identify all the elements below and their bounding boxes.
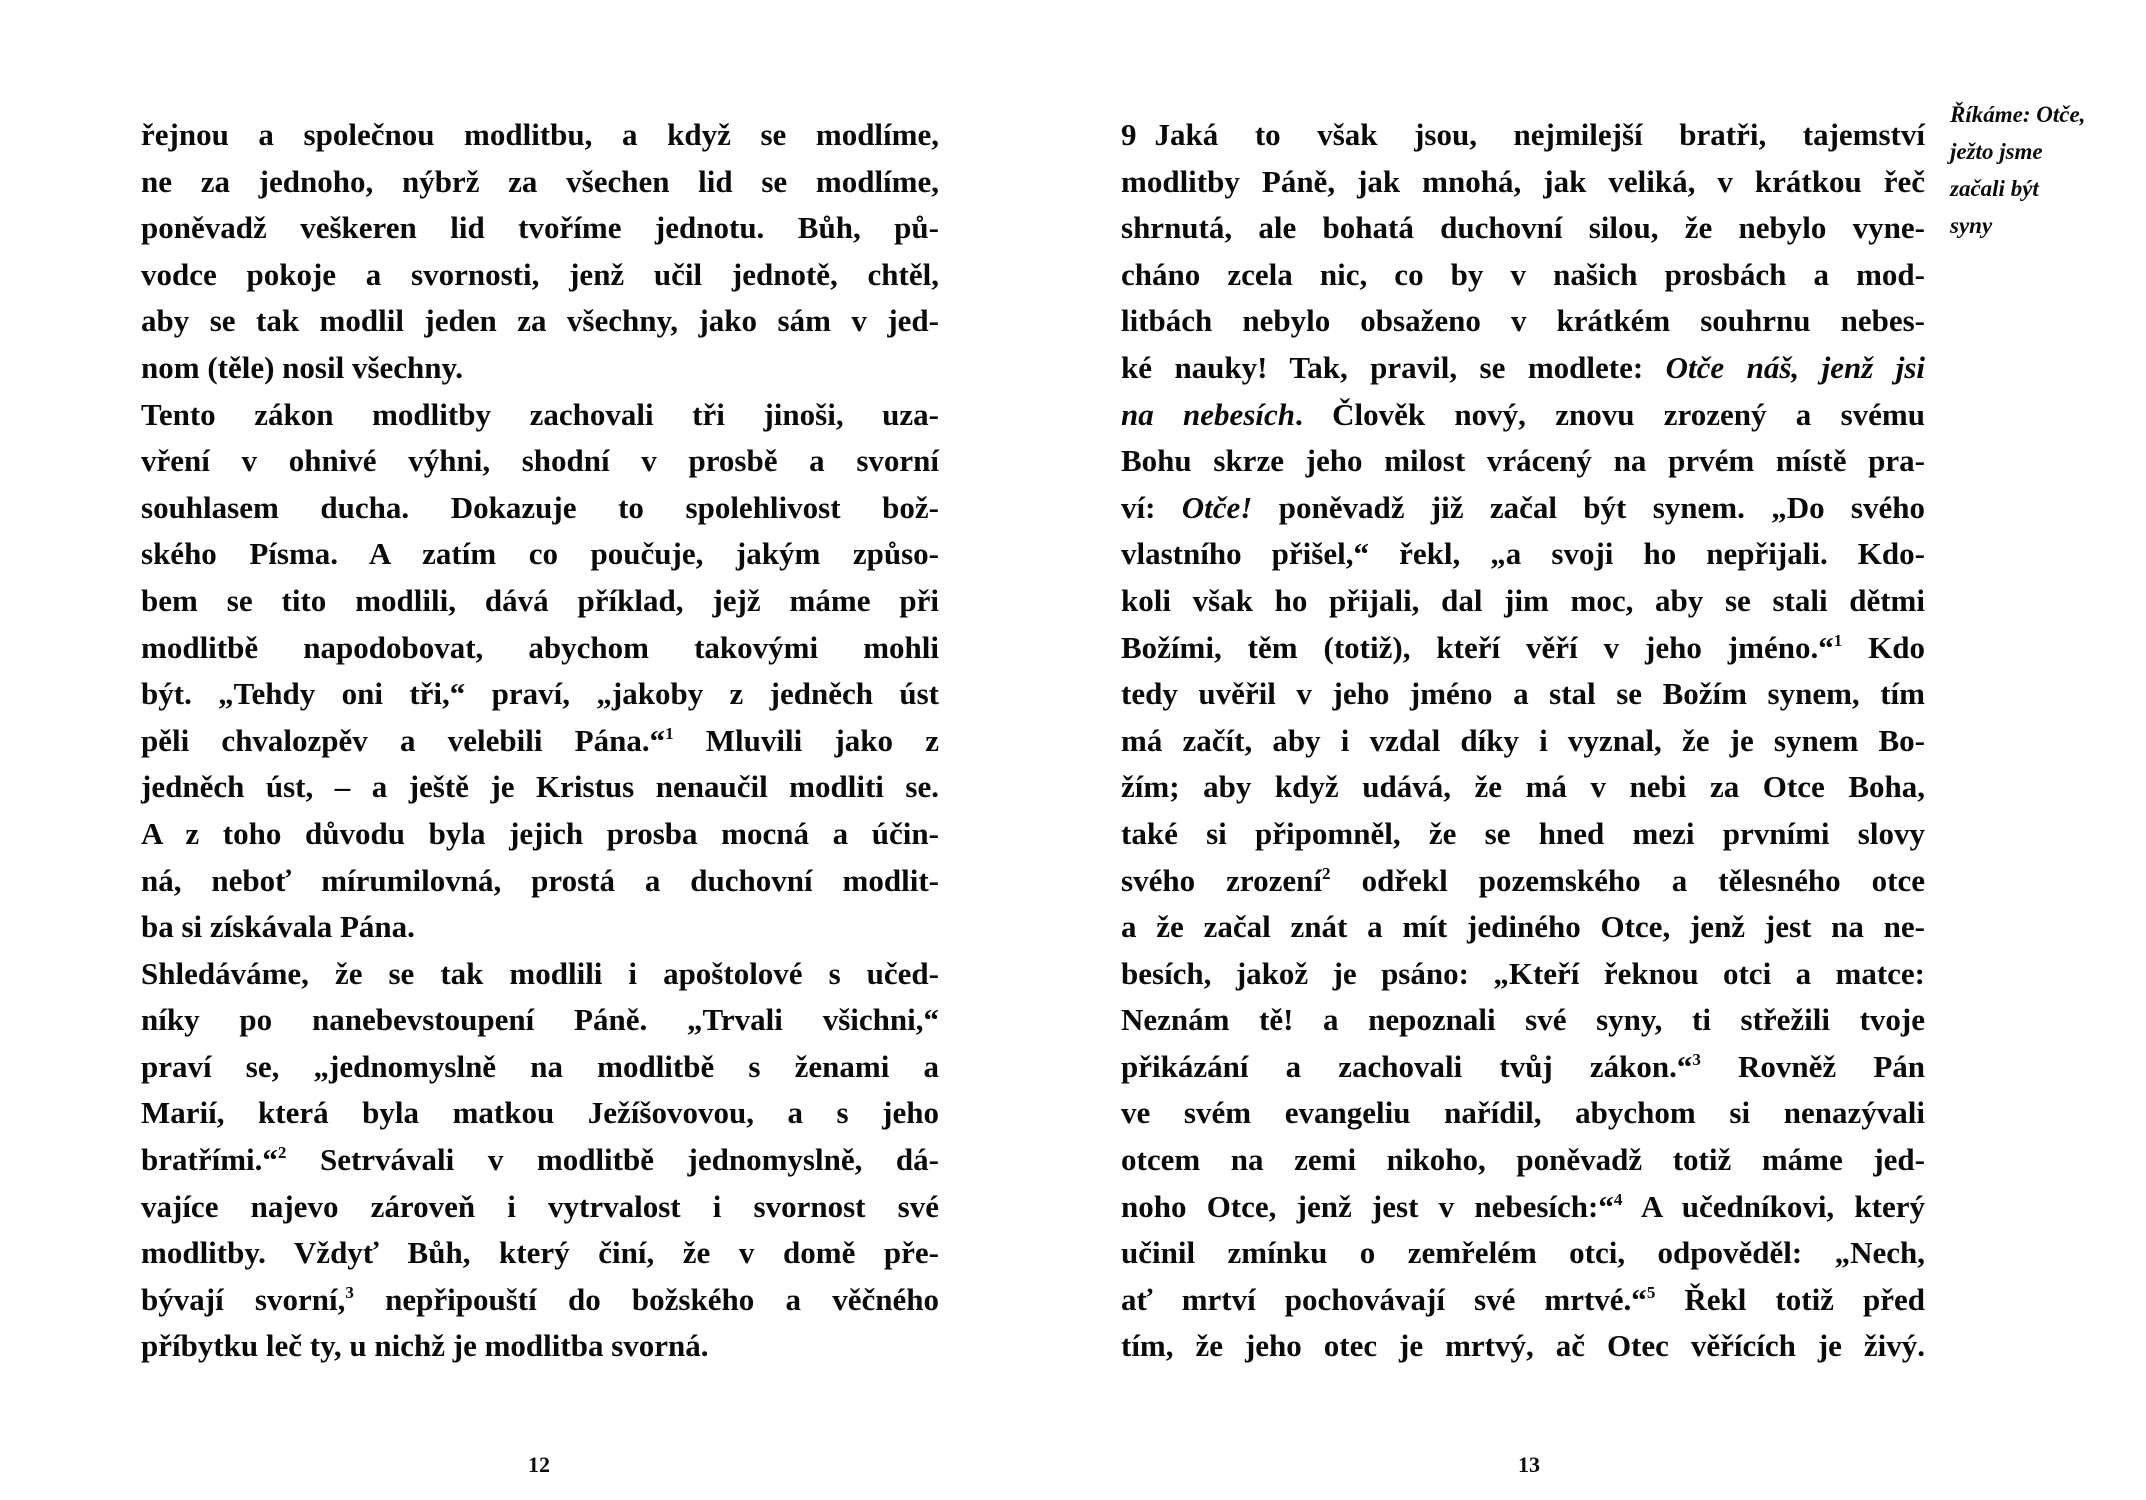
text-segment: tím, že jeho otec je mrtvý, ač Otec věřících je živý. xyxy=(1121,1328,1925,1364)
text-segment: příbytku leč ty, u nichž je modlitba svorná. xyxy=(141,1328,709,1364)
text-segment: vajíce najevo zároveň i vytrvalost i svornost své xyxy=(141,1188,939,1224)
text-line xyxy=(1121,718,1925,765)
text-line xyxy=(141,904,939,951)
text-line xyxy=(1121,1230,1925,1277)
footnote-marker: 5 xyxy=(1646,1282,1656,1302)
italic-text: Otče náš, jenž jsi xyxy=(1665,349,1925,385)
text-line xyxy=(141,1184,939,1231)
text-line xyxy=(141,718,939,765)
text-line xyxy=(1121,904,1925,951)
text-segment: Kdo xyxy=(1842,629,1925,665)
text-segment: učinil zmínku o zemřelém otci, odpověděl: „Nech, xyxy=(1121,1235,1925,1271)
text-segment: ského Písma. A zatím co poučuje, jakým způso- xyxy=(141,536,939,572)
left-page-text xyxy=(141,112,939,1370)
page-number-left: 12 xyxy=(528,1452,550,1477)
text-segment: shrnutá, ale bohatá duchovní silou, že nebylo vyne- xyxy=(1121,210,1925,246)
margin-note-line: syny xyxy=(1950,213,1993,238)
text-segment: přikázání a zachovali tvůj zákon.“ xyxy=(1121,1048,1693,1084)
text-line xyxy=(1121,438,1925,485)
footnote-marker: 2 xyxy=(277,1143,287,1163)
text-segment: tedy uvěřil v jeho jméno a stal se Božím synem, tím xyxy=(1121,676,1925,712)
text-line xyxy=(141,764,939,811)
text-segment: noho Otce, jenž jest v nebesích:“ xyxy=(1121,1188,1614,1224)
text-line xyxy=(1121,764,1925,811)
text-segment: bývají svorní, xyxy=(141,1281,346,1317)
text-segment: být. „Tehdy oni tři,“ praví, „jakoby z jedněch úst xyxy=(141,676,939,712)
text-segment: koli však ho přijali, dal jim moc, aby se stali dětmi xyxy=(1121,582,1925,618)
text-line xyxy=(141,1044,939,1091)
footnote-marker: 2 xyxy=(1321,863,1331,883)
footnote-marker: 3 xyxy=(345,1282,354,1302)
text-line xyxy=(1121,345,1925,392)
text-line xyxy=(141,298,939,345)
text-segment: Shledáváme, že se tak modlili i apoštolové s učed- xyxy=(141,955,939,991)
margin-note xyxy=(1950,96,2085,244)
margin-note-line: Říkáme: Otče, xyxy=(1950,102,2086,127)
text-segment: svého zrození xyxy=(1121,862,1322,898)
text-line xyxy=(1121,811,1925,858)
text-segment: ví: xyxy=(1121,489,1182,525)
text-line xyxy=(1121,531,1925,578)
text-line xyxy=(1121,1184,1925,1231)
text-line xyxy=(141,625,939,672)
text-segment: ať mrtví pochovávají své mrtvé.“ xyxy=(1121,1281,1647,1317)
text-line xyxy=(1121,1323,1925,1370)
text-line xyxy=(141,858,939,905)
text-segment: Božími, těm (totiž), kteří věří v jeho jméno.“ xyxy=(1121,629,1834,665)
text-segment: praví se, „jednomyslně na modlitbě s ženami a xyxy=(141,1048,939,1084)
text-segment: bratřími.“ xyxy=(141,1142,278,1178)
text-segment: besích, jakož je psáno: „Kteří řeknou otci a matce: xyxy=(1121,955,1925,991)
text-segment: litbách nebylo obsaženo v krátkém souhrnu nebes- xyxy=(1121,303,1925,339)
text-segment: Marií, která byla matkou Ježíšovovou, a s jeho xyxy=(141,1095,939,1131)
text-line xyxy=(1121,205,1925,252)
paragraph xyxy=(141,392,939,951)
text-line xyxy=(141,1230,939,1277)
text-segment: a že začal znát a mít jediného Otce, jenž jest na ne- xyxy=(1121,909,1925,945)
text-line xyxy=(1121,858,1925,905)
text-line xyxy=(141,578,939,625)
footnote-marker: 4 xyxy=(1613,1189,1623,1209)
text-segment: poněvadž veškeren lid tvoříme jednotu. Bůh, pů- xyxy=(141,210,939,246)
right-page-text xyxy=(1121,112,1925,1370)
text-segment: modlitbě napodobovat, abychom takovými mohli xyxy=(141,629,939,665)
text-line xyxy=(141,485,939,532)
footnote-marker: 1 xyxy=(665,723,674,743)
text-segment: modlitby Páně, jak mnohá, jak veliká, v krátkou řeč xyxy=(1121,163,1925,199)
text-line xyxy=(141,531,939,578)
italic-text: na nebesích xyxy=(1121,396,1295,432)
text-line xyxy=(141,997,939,1044)
margin-note-line: ježto jsme xyxy=(1950,139,2043,164)
text-segment: Rovněž Pán xyxy=(1700,1048,1925,1084)
margin-note-line: začali být xyxy=(1950,176,2039,201)
text-segment: Řekl totiž před xyxy=(1655,1281,1925,1317)
text-line xyxy=(141,392,939,439)
italic-text: Otče! xyxy=(1181,489,1253,525)
text-line xyxy=(1121,112,1925,159)
text-line xyxy=(141,1137,939,1184)
footnote-marker: 3 xyxy=(1692,1049,1701,1069)
text-line xyxy=(141,205,939,252)
paragraph xyxy=(141,112,939,392)
text-line xyxy=(141,112,939,159)
text-segment: poněvadž již začal být synem. „Do svého xyxy=(1252,489,1925,525)
text-line xyxy=(141,252,939,299)
text-segment: ná, neboť mírumilovná, prostá a duchovní modlit- xyxy=(141,862,939,898)
text-segment: nom (těle) nosil všechny. xyxy=(141,349,464,385)
text-line xyxy=(141,345,939,392)
text-line xyxy=(1121,671,1925,718)
text-line xyxy=(141,671,939,718)
text-segment: Jaká to však jsou, nejmilejší bratři, tajemství xyxy=(1154,117,1925,152)
text-line xyxy=(1121,1277,1925,1324)
text-segment: pěli chvalozpěv a velebili Pána.“ xyxy=(141,722,666,758)
text-segment: níky po nanebevstoupení Páně. „Trvali všichni,“ xyxy=(141,1002,939,1038)
text-line xyxy=(1121,159,1925,206)
text-segment: nepřipouští do božského a věčného xyxy=(353,1281,939,1317)
text-line xyxy=(141,811,939,858)
text-segment: bem se tito modlili, dává příklad, jejž máme při xyxy=(141,582,939,618)
text-line xyxy=(1121,625,1925,672)
text-line xyxy=(141,1090,939,1137)
text-line xyxy=(1121,997,1925,1044)
text-line xyxy=(1121,298,1925,345)
text-segment: ba si získávala Pána. xyxy=(141,909,415,945)
text-line xyxy=(1121,392,1925,439)
text-line xyxy=(1121,1090,1925,1137)
text-segment: ve svém evangeliu nařídil, abychom si nenazývali xyxy=(1121,1095,1925,1131)
text-segment: A učedníkovi, který xyxy=(1622,1188,1925,1224)
text-segment: Bohu skrze jeho milost vrácený na prvém místě pra- xyxy=(1121,443,1925,479)
text-segment: vodce pokoje a svornosti, jenž učil jednotě, chtěl, xyxy=(141,256,939,292)
section-number: 9 xyxy=(1121,117,1137,152)
text-segment: Tento zákon modlitby zachovali tři jinoši, uza- xyxy=(141,396,939,432)
text-segment: ké nauky! Tak, pravil, se modlete: xyxy=(1121,349,1666,385)
text-segment: Setrvávali v modlitbě jednomyslně, dá- xyxy=(286,1142,939,1178)
text-line xyxy=(1121,951,1925,998)
text-line xyxy=(141,1277,939,1324)
text-segment: Mluvili jako z xyxy=(673,722,939,758)
text-segment: otcem na zemi nikoho, poněvadž totiž máme jed- xyxy=(1121,1142,1925,1178)
text-line xyxy=(141,438,939,485)
text-segment: A z toho důvodu byla jejich prosba mocná a účin- xyxy=(141,815,939,851)
text-segment: souhlasem ducha. Dokazuje to spolehlivost bož- xyxy=(141,489,939,525)
paragraph xyxy=(1121,112,1925,1370)
text-segment: žím; aby když udává, že má v nebi za Otce Boha, xyxy=(1121,769,1925,805)
text-segment: také si připomněl, že se hned mezi prvními slovy xyxy=(1121,815,1925,851)
text-line xyxy=(1121,1137,1925,1184)
text-segment: ne za jednoho, nýbrž za všechen lid se modlíme, xyxy=(141,163,939,199)
text-segment: jedněch úst, – a ještě je Kristus nenaučil modliti se. xyxy=(141,769,939,805)
text-segment: odřekl pozemského a tělesného otce xyxy=(1330,862,1925,898)
text-segment: řejnou a společnou modlitbu, a když se modlíme, xyxy=(141,117,939,152)
text-line xyxy=(1121,485,1925,532)
text-segment: . Člověk nový, znovu zrozený a svému xyxy=(1295,396,1925,432)
text-segment: modlitby. Vždyť Bůh, který činí, že v domě pře- xyxy=(141,1235,939,1271)
text-segment: vření v ohnivé výhni, shodní v prosbě a svorní xyxy=(141,443,939,479)
text-line xyxy=(1121,578,1925,625)
text-segment: aby se tak modlil jeden za všechny, jako sám v jed- xyxy=(141,303,939,339)
page-number-right: 13 xyxy=(1518,1452,1540,1477)
text-line xyxy=(1121,252,1925,299)
text-segment: vlastního přišel,“ řekl, „a svoji ho nepřijali. Kdo- xyxy=(1121,536,1925,572)
text-line xyxy=(141,1323,939,1370)
text-segment: cháno zcela nic, co by v našich prosbách a mod- xyxy=(1121,256,1925,292)
paragraph xyxy=(141,951,939,1370)
text-line xyxy=(141,951,939,998)
text-segment: Neznám tě! a nepoznali své syny, ti střežili tvoje xyxy=(1121,1002,1925,1038)
footnote-marker: 1 xyxy=(1833,630,1843,650)
text-segment: má začít, aby i vzdal díky i vyznal, že je synem Bo- xyxy=(1121,722,1925,758)
text-line xyxy=(1121,1044,1925,1091)
text-line xyxy=(141,159,939,206)
